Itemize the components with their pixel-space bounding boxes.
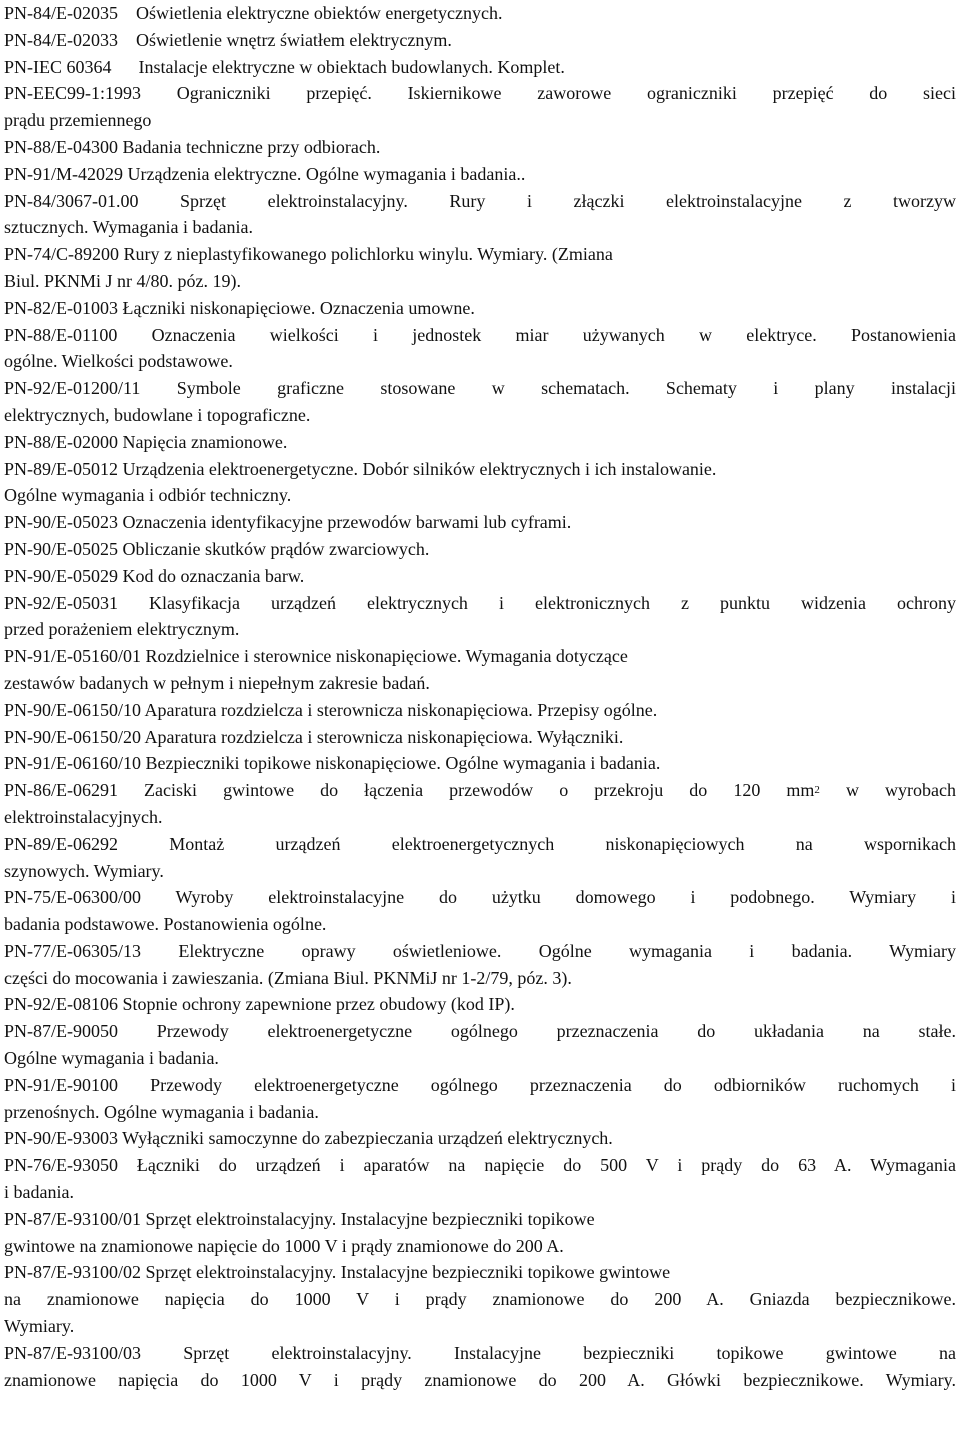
- line-text: PN-92/E-08106 Stopnie ochrony zapewnione przez obudowy (kod IP).: [4, 994, 515, 1015]
- line-text: przenośnych. Ogólne wymagania i badania.: [4, 1101, 319, 1122]
- text-line: [4, 724, 956, 751]
- text-line: [4, 27, 956, 54]
- line-text: PN-82/E-01003 Łączniki niskonapięciowe. Oznaczenia umowne.: [4, 297, 475, 318]
- text-line: [4, 1367, 956, 1394]
- text-line: [4, 509, 956, 536]
- text-line: [4, 697, 956, 724]
- line-text: PN-87/E-90050 Przewody elektroenergetyczne ogólnego przeznaczenia do układania na stałe.: [4, 1021, 956, 1042]
- text-line: [4, 938, 956, 965]
- text-line: [4, 1099, 956, 1126]
- text-line: [4, 161, 956, 188]
- text-line: [4, 1233, 956, 1260]
- text-line: [4, 134, 956, 161]
- line-text: gwintowe na znamionowe napięcie do 1000 V i prądy znamionowe do 200 A.: [4, 1235, 564, 1256]
- text-line: [4, 295, 956, 322]
- text-line: [4, 804, 956, 831]
- text-line: [4, 1206, 956, 1233]
- text-line: [4, 590, 956, 617]
- line-text: PN-84/3067-01.00 Sprzęt elektroinstalacyjny. Rury i złączki elektroinstalacyjne z tworzyw: [4, 190, 956, 211]
- text-line: [4, 322, 956, 349]
- line-text: badania podstawowe. Postanowienia ogólne.: [4, 914, 327, 935]
- line-text: Biul. PKNMi J nr 4/80. póz. 19).: [4, 270, 242, 291]
- line-text: szynowych. Wymiary.: [4, 860, 164, 881]
- text-line: [4, 536, 956, 563]
- line-text: PN-84/E-02035 Oświetlenia elektryczne obiektów energetycznych.: [4, 3, 503, 23]
- text-line: [4, 348, 956, 375]
- line-text: PN-84/E-02033 Oświetlenie wnętrz światłem elektrycznym.: [4, 29, 452, 50]
- line-text: PN-88/E-01100 Oznaczenia wielkości i jednostek miar używanych w elektryce. Postanowienia: [4, 324, 956, 345]
- text-line: [4, 1286, 956, 1313]
- line-text: PN-90/E-06150/10 Aparatura rozdzielcza i sterownicza niskonapięciowa. Przepisy ogólne.: [4, 699, 658, 720]
- line-text: PN-91/E-06160/10 Bezpieczniki topikowe niskonapięciowe. Ogólne wymagania i badania.: [4, 753, 661, 774]
- text-line: [4, 1259, 956, 1286]
- text-line: [4, 0, 956, 27]
- line-text: PN-90/E-05025 Obliczanie skutków prądów zwarciowych.: [4, 538, 430, 559]
- line-text: PN-IEC 60364 Instalacje elektryczne w obiektach budowlanych. Komplet.: [4, 56, 565, 77]
- text-line: [4, 1045, 956, 1072]
- text-line: [4, 1072, 956, 1099]
- line-text: PN-87/E-93100/01 Sprzęt elektroinstalacyjny. Instalacyjne bezpieczniki topikowe: [4, 1208, 595, 1229]
- text-line: [4, 750, 956, 777]
- text-line: [4, 456, 956, 483]
- line-text: PN-91/E-05160/01 Rozdzielnice i sterownice niskonapięciowe. Wymagania dotyczące: [4, 646, 628, 667]
- text-line: [4, 80, 956, 107]
- line-text: PN-86/E-06291 Zaciski gwintowe do łączenia przewodów o przekroju do 120 mm: [4, 780, 815, 801]
- text-line: [4, 991, 956, 1018]
- line-text: PN-77/E-06305/13 Elektryczne oprawy oświetleniowe. Ogólne wymagania i badania. Wymiary: [4, 940, 956, 961]
- text-line: [4, 429, 956, 456]
- text-line: [4, 1313, 956, 1340]
- line-text: PN-89/E-05012 Urządzenia elektroenergetyczne. Dobór silników elektrycznych i ich instalowanie.: [4, 458, 717, 479]
- line-text: PN-90/E-06150/20 Aparatura rozdzielcza i sterownicza niskonapięciowa. Wyłączniki.: [4, 726, 624, 747]
- line-text: PN-90/E-05023 Oznaczenia identyfikacyjne przewodów barwami lub cyframi.: [4, 512, 572, 533]
- line-text: PN-92/E-05031 Klasyfikacja urządzeń elektrycznych i elektronicznych z punktu widzenia ochrony: [4, 592, 956, 613]
- line-text: znamionowe napięcia do 1000 V i prądy znamionowe do 200 A. Główki bezpiecznikowe. Wymiary.: [4, 1369, 956, 1390]
- line-text: Ogólne wymagania i odbiór techniczny.: [4, 485, 292, 506]
- line-text: PN-87/E-93100/03 Sprzęt elektroinstalacyjny. Instalacyjne bezpieczniki topikowe gwintowe na: [4, 1342, 956, 1363]
- text-line: [4, 54, 956, 81]
- text-line: [4, 616, 956, 643]
- line-text: PN-76/E-93050 Łączniki do urządzeń i aparatów na napięcie do 500 V i prądy do 63 A. Wymagania: [4, 1155, 956, 1176]
- text-line: [4, 188, 956, 215]
- line-text: i badania.: [4, 1182, 74, 1203]
- text-line: [4, 1179, 956, 1206]
- line-text: PN-91/E-90100 Przewody elektroenergetyczne ogólnego przeznaczenia do odbiorników ruchomych i: [4, 1074, 956, 1095]
- text-line: [4, 563, 956, 590]
- line-text: PN-75/E-06300/00 Wyroby elektroinstalacyjne do użytku domowego i podobnego. Wymiary i: [4, 887, 956, 908]
- line-text: prądu przemiennego: [4, 110, 152, 131]
- text-line: [4, 268, 956, 295]
- text-line: [4, 911, 956, 938]
- text-line: [4, 1152, 956, 1179]
- line-text: części do mocowania i zawieszania. (Zmiana Biul. PKNMiJ nr 1-2/79, póz. 3).: [4, 967, 572, 988]
- text-line: [4, 1340, 956, 1367]
- line-text: Wymiary.: [4, 1316, 75, 1337]
- text-line: [4, 107, 956, 134]
- text-line: [4, 214, 956, 241]
- line-text: PN-88/E-04300 Badania techniczne przy odbiorach.: [4, 136, 381, 157]
- line-text: przed porażeniem elektrycznym.: [4, 619, 240, 640]
- line-text: elektroinstalacyjnych.: [4, 806, 163, 827]
- text-line: [4, 831, 956, 858]
- text-line: [4, 965, 956, 992]
- text-line: [4, 884, 956, 911]
- line-text: ogólne. Wielkości podstawowe.: [4, 351, 233, 372]
- text-line: [4, 1125, 956, 1152]
- line-text: PN-90/E-05029 Kod do oznaczania barw.: [4, 565, 305, 586]
- line-text: zestawów badanych w pełnym i niepełnym zakresie badań.: [4, 672, 430, 693]
- line-text: sztucznych. Wymagania i badania.: [4, 217, 253, 238]
- line-text: na znamionowe napięcia do 1000 V i prądy znamionowe do 200 A. Gniazda bezpiecznikowe.: [4, 1289, 956, 1310]
- text-line: [4, 482, 956, 509]
- line-text: PN-EEC99-1:1993 Ograniczniki przepięć. Iskiernikowe zaworowe ograniczniki przepięć do sieci: [4, 83, 956, 104]
- text-line: [4, 858, 956, 885]
- line-text: Ogólne wymagania i badania.: [4, 1048, 219, 1069]
- superscript: 2: [814, 784, 820, 797]
- text-line: [4, 777, 956, 804]
- text-line: [4, 241, 956, 268]
- text-line: [4, 375, 956, 402]
- text-line: [4, 1018, 956, 1045]
- text-line: [4, 402, 956, 429]
- line-text: PN-90/E-93003 Wyłączniki samoczynne do zabezpieczania urządzeń elektrycznych.: [4, 1128, 613, 1149]
- line-text: PN-92/E-01200/11 Symbole graficzne stosowane w schematach. Schematy i plany instalacji: [4, 378, 956, 399]
- line-text: PN-91/M-42029 Urządzenia elektryczne. Ogólne wymagania i badania..: [4, 163, 526, 184]
- line-text: PN-87/E-93100/02 Sprzęt elektroinstalacyjny. Instalacyjne bezpieczniki topikowe gwintowe: [4, 1262, 671, 1283]
- line-text: PN-89/E-06292 Montaż urządzeń elektroenergetycznych niskonapięciowych na wspornikach: [4, 833, 956, 854]
- line-text: PN-88/E-02000 Napięcia znamionowe.: [4, 431, 288, 452]
- text-line: [4, 670, 956, 697]
- line-text-continued: w wyrobach: [819, 780, 956, 801]
- line-text: PN-74/C-89200 Rury z nieplastyfikowanego polichlorku winylu. Wymiary. (Zmiana: [4, 244, 613, 265]
- text-line: [4, 643, 956, 670]
- line-text: elektrycznych, budowlane i topograficzne.: [4, 404, 311, 425]
